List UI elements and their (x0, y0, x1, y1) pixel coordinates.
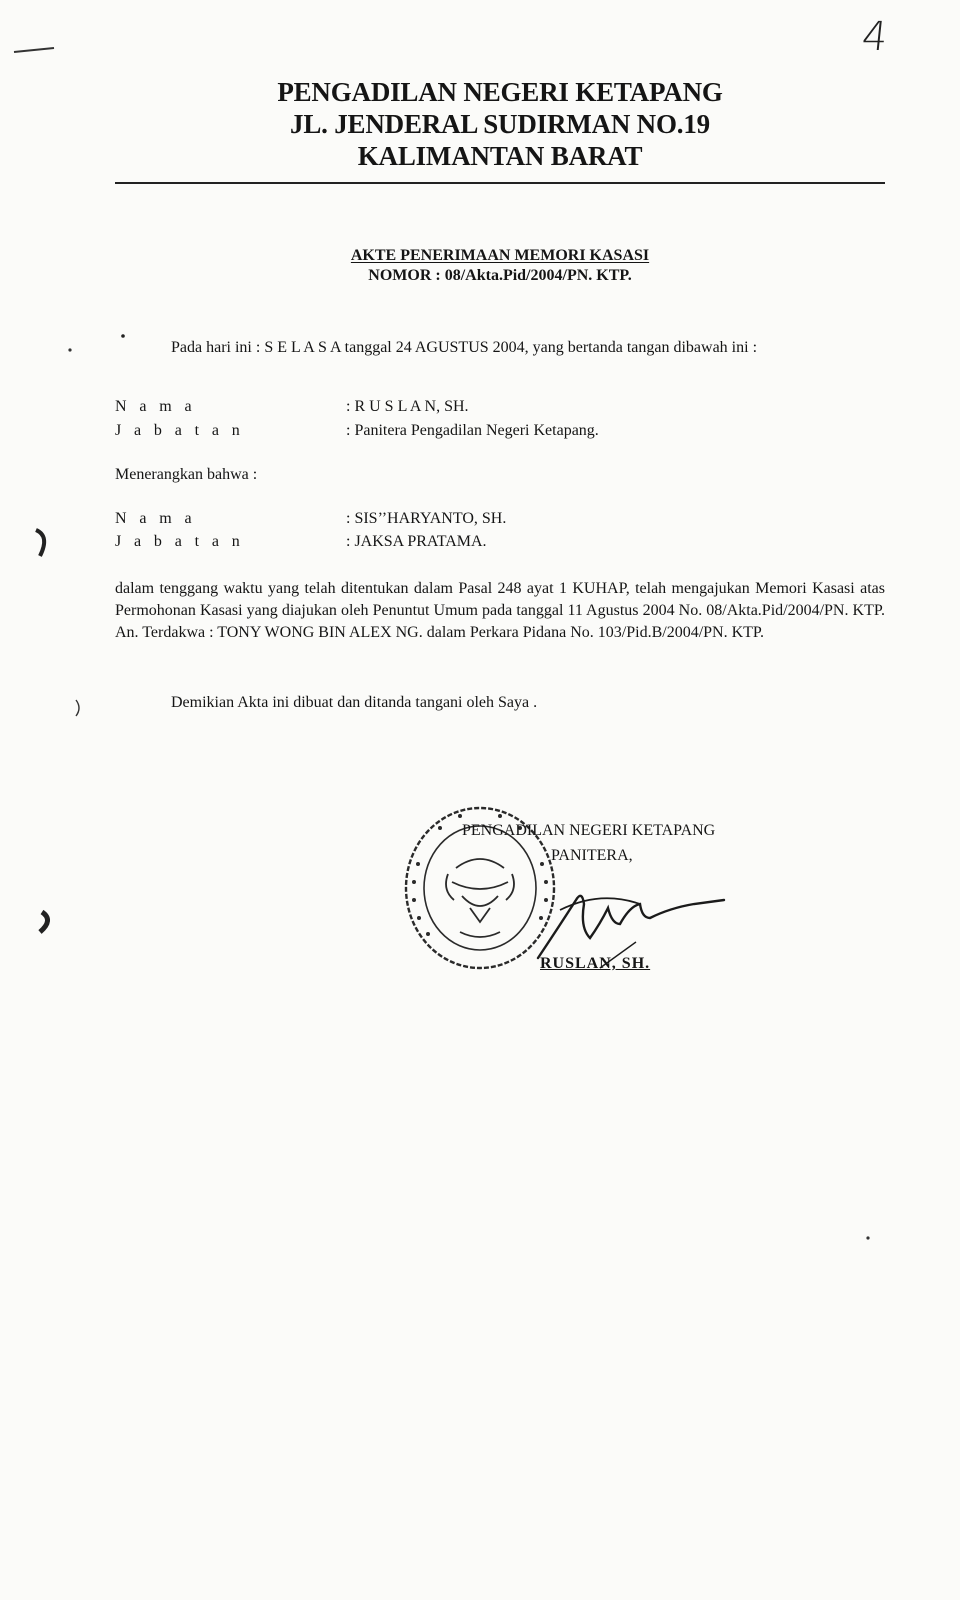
official-position-label: J a b a t a n (115, 422, 245, 439)
intro-paragraph: Pada hari ini : S E L A S A tanggal 24 AGUSTUS 2004, yang bertanda tangan dibawah ini : (171, 339, 758, 356)
signature-name: RUSLAN, SH. (540, 955, 651, 972)
garuda-emblem-icon (446, 859, 514, 937)
letterhead-court-name: PENGADILAN NEGERI KETAPANG (277, 77, 723, 107)
body-paragraph: dalam tenggang waktu yang telah ditentukan dalam Pasal 248 ayat 1 KUHAP, telah mengajukan Memori Kasasi atas Permohonan Kasasi yang diajukan oleh Penuntut Umum pada tanggal 11 Agustus 2004 No. 08/Akta.Pid/2004/PN. KTP. An. Terdakwa : TONY WONG BIN ALEX NG. dalam Perkara Pidana No. 103/Pid.B/2004/PN. KTP. (115, 580, 885, 641)
letterhead-divider (115, 182, 885, 184)
page-number: 4 (859, 14, 890, 60)
official-name-label: N a m a (115, 398, 197, 415)
party-position-label: J a b a t a n (115, 533, 245, 550)
party-name-label: N a m a (115, 510, 197, 527)
explains-label: Menerangkan bahwa : (115, 466, 258, 483)
document-number: NOMOR : 08/Akta.Pid/2004/PN. KTP. (368, 267, 632, 284)
signature-role: PANITERA, (551, 847, 633, 864)
party-name-value: : SIS’’HARYANTO, SH. (346, 510, 507, 527)
signature-office: PENGADILAN NEGERI KETAPANG (462, 822, 716, 839)
closing-statement: Demikian Akta ini dibuat dan ditanda tangani oleh Saya . (171, 694, 538, 711)
official-position-value: : Panitera Pengadilan Negeri Ketapang. (346, 422, 599, 439)
official-name-value: : R U S L A N, SH. (346, 398, 469, 415)
letterhead-province: KALIMANTAN BARAT (357, 141, 643, 171)
party-position-value: : JAKSA PRATAMA. (346, 533, 487, 550)
document-title-block (115, 246, 885, 286)
letterhead-address: JL. JENDERAL SUDIRMAN NO.19 (290, 109, 710, 139)
document-title: AKTE PENERIMAAN MEMORI KASASI (350, 247, 650, 264)
letterhead (115, 76, 885, 172)
